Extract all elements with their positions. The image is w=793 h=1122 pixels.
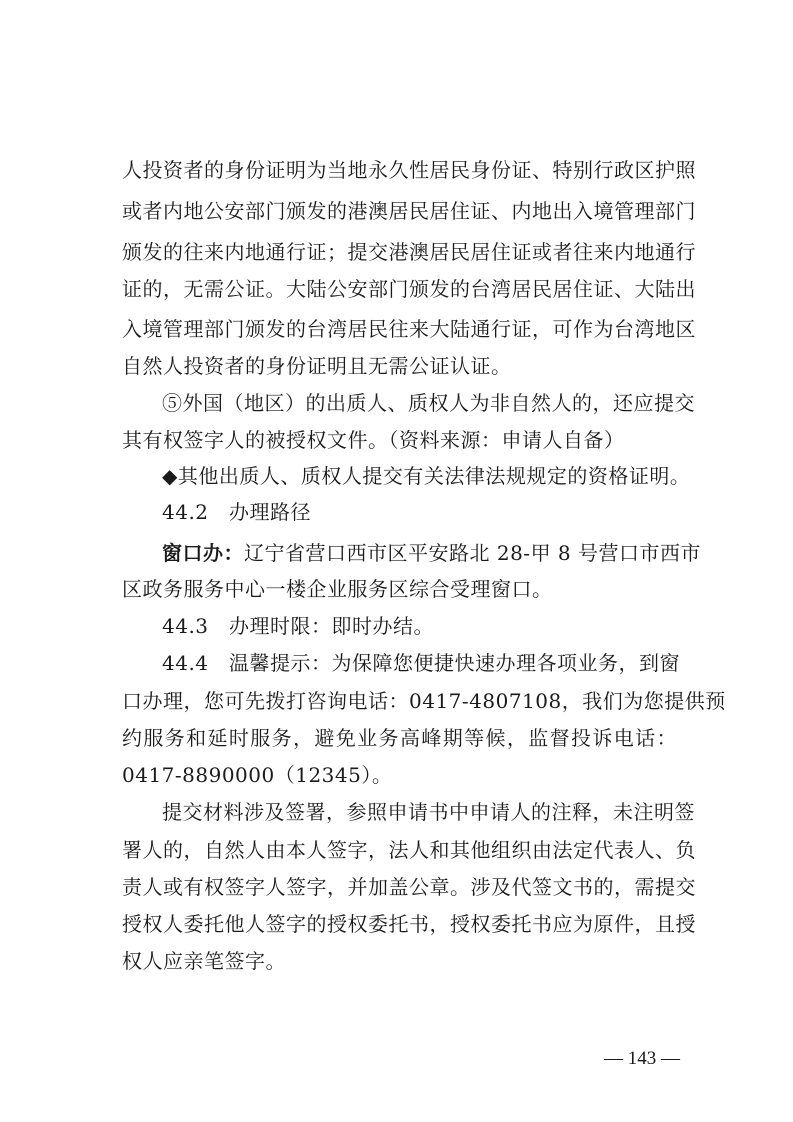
- text-line: 入境管理部门颁发的台湾居民往来大陆通行证，可作为台湾地区: [122, 317, 696, 341]
- text-line: 或者内地公安部门颁发的港澳居民居住证、内地出入境管理部门: [122, 199, 696, 223]
- section-heading: 44.4 温馨提示：为保障您便捷快速办理各项业务，到窗: [162, 651, 681, 675]
- text-line: 责人或有权签字人签字，并加盖公章。涉及代签文书的，需提交: [122, 875, 696, 899]
- text-line: [162, 533, 702, 573]
- address-text: 辽宁省营口西市区平安路北 28-甲 8 号营口市西市: [244, 541, 702, 565]
- text-line: 人投资者的身份证明为当地永久性居民身份证、特别行政区护照: [122, 158, 696, 182]
- window-label: 窗口办：: [162, 541, 244, 565]
- text-line: 自然人投资者的身份证明且无需公证认证。: [122, 354, 512, 378]
- text-line: 0417-8890000（12345）。: [122, 763, 393, 787]
- text-line: ◆其他出质人、质权人提交有关法律法规规定的资格证明。: [162, 464, 691, 488]
- text-line: ⑤外国（地区）的出质人、质权人为非自然人的，还应提交: [162, 391, 695, 415]
- text-line: 提交材料涉及签署，参照申请书中申请人的注释，未注明签: [162, 800, 695, 824]
- text-line: 证的，无需公证。大陆公安部门颁发的台湾居民居住证、大陆出: [122, 277, 696, 301]
- page-number: — 143 —: [604, 1048, 680, 1069]
- text-line: 约服务和延时服务，避免业务高峰期等候，监督投诉电话：: [122, 726, 677, 750]
- text-line: 授权人委托他人签字的授权委托书，授权委托书应为原件，且授: [122, 912, 696, 936]
- text-line: 权人应亲笔签字。: [122, 949, 286, 973]
- section-heading: 44.2 办理路径: [162, 500, 312, 524]
- text-line: 区政务服务中心一楼企业服务区综合受理窗口。: [122, 577, 553, 601]
- section-heading: 44.3 办理时限：即时办结。: [162, 614, 435, 638]
- text-line: 颁发的往来内地通行证；提交港澳居民居住证或者往来内地通行: [122, 240, 696, 264]
- text-line: 署人的，自然人由本人签字，法人和其他组织由法定代表人、负: [122, 838, 696, 862]
- text-line: 其有权签字人的被授权文件。（资料来源：申请人自备）: [122, 428, 625, 452]
- text-line: 口办理，您可先拨打咨询电话：0417-4807108，我们为您提供预: [122, 689, 726, 713]
